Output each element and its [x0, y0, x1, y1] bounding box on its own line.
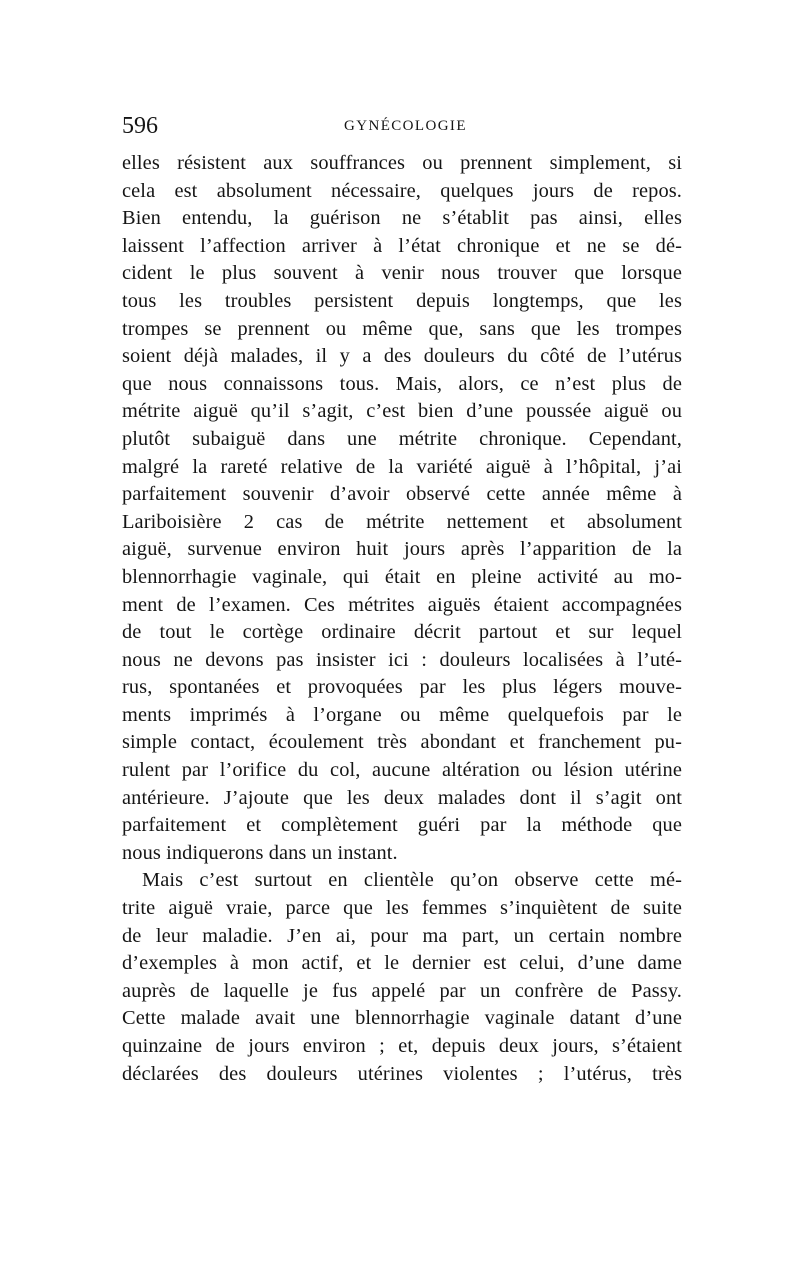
text-line: cela est absolument nécessaire, quelques jours de repos. — [122, 179, 682, 202]
text-line: Lariboisière 2 cas de métrite nettement et absolument — [122, 510, 682, 533]
text-line: Cette malade avait une blennorrhagie vaginale datant d’une — [122, 1007, 682, 1030]
text-line: laissent l’affection arriver à l’état chronique et ne se dé- — [122, 234, 682, 257]
text-line: parfaitement souvenir d’avoir observé cette année même à — [122, 483, 682, 506]
text-line: nous ne devons pas insister ici : douleurs localisées à l’uté- — [122, 648, 682, 671]
text-line: auprès de laquelle je fus appelé par un confrère de Passy. — [122, 979, 682, 1002]
text-line: métrite aiguë qu’il s’agit, c’est bien d’une poussée aiguë ou — [122, 400, 682, 423]
text-line: antérieure. J’ajoute que les deux malades dont il s’agit ont — [122, 786, 682, 809]
text-line: de leur maladie. J’en ai, pour ma part, un certain nombre — [122, 924, 682, 947]
text-line: tous les troubles persistent depuis longtemps, que les — [122, 289, 682, 312]
text-line: elles résistent aux souffrances ou prennent simplement, si — [122, 152, 682, 174]
body-text — [122, 150, 682, 1088]
running-head: GYNÉCOLOGIE — [344, 118, 467, 134]
paragraph-last-line: nous indiquerons dans un instant. — [122, 841, 398, 864]
text-line: déclarées des douleurs utérines violentes ; l’utérus, très — [122, 1062, 682, 1085]
page-header — [122, 108, 682, 144]
text-line: de tout le cortège ordinaire décrit partout et sur lequel — [122, 621, 682, 644]
text-line: aiguë, survenue environ huit jours après l’apparition de la — [122, 538, 682, 561]
text-line: plutôt subaiguë dans une métrite chronique. Cependant, — [122, 427, 682, 450]
text-line: trite aiguë vraie, parce que les femmes s’inquiètent de suite — [122, 897, 682, 920]
text-line: blennorrhagie vaginale, qui était en pleine activité au mo- — [122, 565, 682, 588]
text-line: soient déjà malades, il y a des douleurs du côté de l’utérus — [122, 345, 682, 368]
paragraph-first-line: Mais c’est surtout en clientèle qu’on observe cette mé- — [142, 869, 682, 892]
text-line: ments imprimés à l’organe ou même quelquefois par le — [122, 703, 682, 726]
text-line: trompes se prennent ou même que, sans que les trompes — [122, 317, 682, 340]
text-line: malgré la rareté relative de la variété aiguë à l’hôpital, j’ai — [122, 455, 682, 478]
page-number: 596 — [122, 113, 158, 139]
text-line: d’exemples à mon actif, et le dernier est celui, d’une dame — [122, 952, 682, 975]
text-line: parfaitement et complètement guéri par la méthode que — [122, 814, 682, 837]
text-line: Bien entendu, la guérison ne s’établit pas ainsi, elles — [122, 207, 682, 230]
text-line: simple contact, écoulement très abondant et franchement pu- — [122, 731, 682, 754]
text-line: ment de l’examen. Ces métrites aiguës étaient accompagnées — [122, 593, 682, 616]
text-line: que nous connaissons tous. Mais, alors, ce n’est plus de — [122, 372, 682, 395]
text-line: quinzaine de jours environ ; et, depuis deux jours, s’étaient — [122, 1035, 682, 1057]
text-line: cident le plus souvent à venir nous trouver que lorsque — [122, 262, 682, 285]
text-line: rus, spontanées et provoquées par les plus légers mouve- — [122, 676, 682, 699]
text-line: rulent par l’orifice du col, aucune altération ou lésion utérine — [122, 759, 682, 782]
